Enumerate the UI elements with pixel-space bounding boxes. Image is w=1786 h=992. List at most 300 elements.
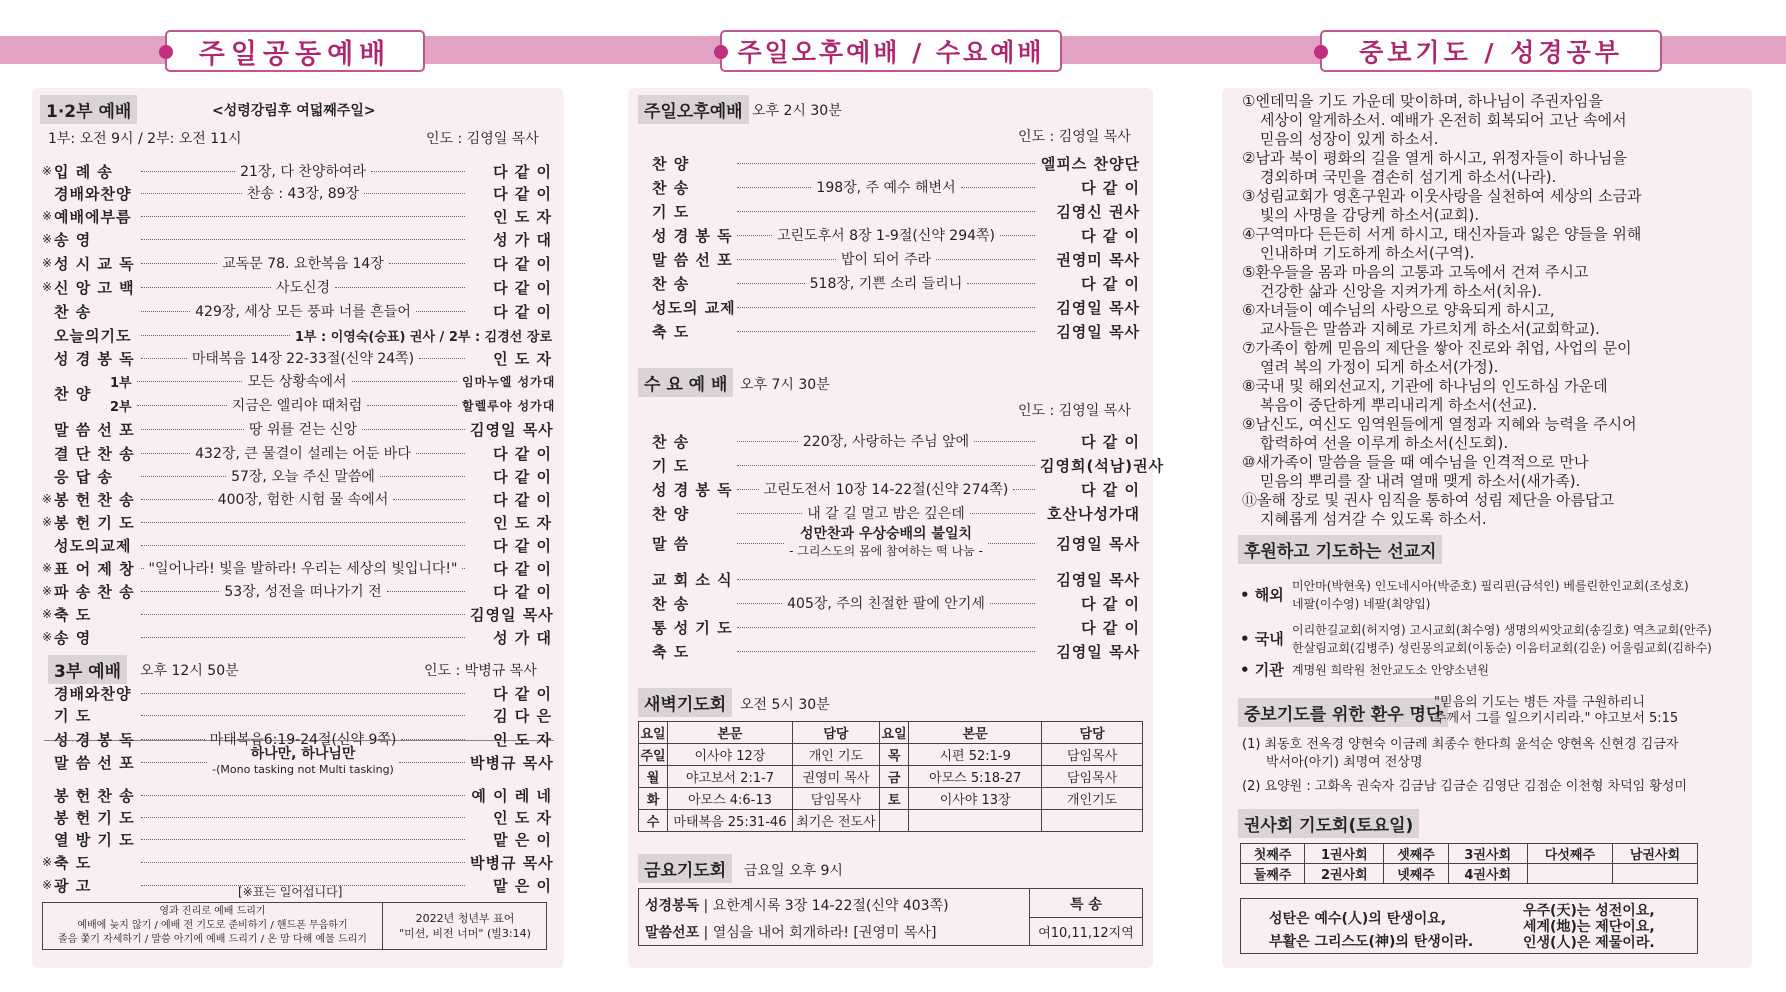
order-label: 기 도 [652,456,690,475]
prayer-item [1242,453,1652,491]
stand-mark: ※ [42,164,53,178]
order-row [42,465,552,487]
prayer-item [1242,301,1652,339]
order-label: 기 도 [652,202,690,221]
prayer-item [1242,225,1652,263]
stand-mark: ※ [42,232,53,246]
dotted-leader [387,591,465,592]
order-content: 220장, 사랑하는 주님 앞에 [802,434,970,450]
dotted-leader [362,429,465,430]
order-row [42,704,552,726]
dotted-leader [399,762,465,763]
table-cell: 화 [639,788,668,810]
mission-category: • 기관 [1240,661,1284,679]
box-line: 부활은 그리스도(神)의 탄생이라. [1269,934,1474,950]
order-label: 찬 송 [652,432,690,451]
order-person: 다 같 이 [1081,594,1140,613]
prayer-number: ② [1242,149,1256,167]
dotted-leader [371,171,465,172]
christmas-box [1240,898,1698,954]
order-content: 밥이 되어 주라 [840,252,932,268]
dotted-leader [737,627,1035,628]
mission-row [1240,577,1689,613]
prayer-text: 지혜롭게 섬겨갈 수 있도록 하소서. [1260,510,1487,528]
section-label-dawn: 새벽기도회 [638,688,732,717]
dotted-leader [988,543,1035,544]
stand-mark: ※ [42,878,53,892]
order-content: 53장, 성전을 떠나가기 전 [224,584,382,600]
section-label-mission: 후원하고 기도하는 선교지 [1238,535,1442,564]
prayer-number: ⑤ [1242,263,1256,281]
order-row [640,430,1140,452]
dotted-leader [141,568,144,569]
order-label: 경배와찬양 [54,684,132,703]
order-label: 성도의교제 [54,536,132,555]
order-person: 다 같 이 [493,684,552,703]
table-cell: 개인기도 [1042,788,1143,810]
prayer-text: 열려 복의 가정이 되게 하소서(가정). [1260,358,1499,376]
mission-row [1240,661,1489,679]
order-content: 400장, 험한 시험 물 속에서 [217,492,389,508]
order-row [42,324,552,346]
prayer-text: 남과 북이 평화의 길을 열게 하시고, 위정자들이 하나님을 [1255,149,1627,167]
table-cell: 2권사회 [1305,864,1384,884]
dawn-schedule-table [638,721,1143,832]
choir-part: 2부 [110,399,132,415]
table-cell: 목 [880,744,909,766]
order-content: 518장, 기쁜 소리 들리니 [809,276,963,292]
order-label: 경배와찬양 [54,184,132,203]
order-person: 다 같 이 [493,254,552,273]
choir-name: 임마누엘 성가대 [462,374,556,389]
prayer-item [1242,149,1652,187]
dotted-leader [141,637,465,638]
choir-row [110,394,556,416]
order-label: 찬 송 [652,274,690,293]
dotted-leader [141,429,244,430]
order-person: 인 도 자 [493,730,552,749]
order-content: 405장, 주의 친절한 팔에 안기세 [787,596,985,612]
table-cell: 3권사회 [1448,844,1527,864]
order-label: 축 도 [54,853,92,872]
table-cell: 이사야 13장 [909,788,1042,810]
table-header: 본문 [668,722,793,744]
dotted-leader [141,287,271,288]
order-person: 김영일 목사 [1056,298,1140,317]
dotted-leader [141,171,235,172]
order-label: 송 영 [54,230,92,249]
dotted-leader [141,591,219,592]
order-person: 김영일 목사 [1056,642,1140,661]
order-content: 교독문 78. 요한복음 14장 [222,256,384,272]
prayer-text: 국내 및 해외선교지, 기관에 하나님의 인도하심 가운데 [1255,377,1608,395]
order-person: 인 도 자 [493,349,552,368]
stand-mark: ※ [42,630,53,644]
prayer-item [1242,187,1652,225]
prayer-text: 합력하여 선을 이루게 하소서(신도회). [1260,434,1509,452]
order-label: 말 씀 선 포 [54,420,135,439]
dotted-leader [141,739,205,740]
mission-list-line: 한살림교회(김병주) 성린몽의교회(이동순) 이음터교회(김운) 어울림교회(김하수) [1292,641,1712,655]
table-header: 담당 [1042,722,1143,744]
order-person: 다 같 이 [493,467,552,486]
dotted-leader [737,603,782,604]
table-cell: 담임목사 [1042,744,1143,766]
sermon-subtitle: - 그리스도의 몸에 참여하는 떡 나눔 - [789,544,983,558]
bullet-dot-icon [714,45,728,59]
prayer-text: 인내하며 기도하게 하소서(구역). [1260,244,1475,262]
dotted-leader [419,358,465,359]
order-content: 432장, 큰 물결이 설레는 어둔 바다 [195,446,411,462]
order-content: 찬송 : 43장, 89장 [246,186,360,202]
order-row [42,300,552,322]
sick-list-line: (2) 요양원 : 고화옥 권숙자 김금남 김금순 김영단 김점순 이천형 차덕임 황성미 [1242,779,1687,794]
table-row [639,810,1143,832]
motto-box [42,902,547,950]
order-label: 열 방 기 도 [54,830,135,849]
dotted-leader [141,693,465,694]
friday-sermon: 열심을 내어 회개하라! [권영미 목사] [712,925,937,941]
afternoon-leader: 인도 : 김영일 목사 [1018,129,1131,145]
order-label: 말 씀 선 포 [54,753,135,772]
order-row [640,224,1140,246]
order-person: 성 가 대 [493,628,552,647]
table-cell: 다섯째주 [1527,844,1612,864]
order-row [42,418,552,440]
order-label: 찬 송 [652,594,690,613]
dotted-leader [141,311,190,312]
prayer-number: ⑪ [1242,491,1258,509]
order-row [42,276,552,298]
dotted-leader [141,762,207,763]
order-row [42,228,552,250]
dotted-leader [141,239,465,240]
order-label: 말 씀 [652,534,690,553]
order-row [42,745,552,779]
dotted-leader [936,259,1035,260]
order-row [42,580,552,602]
order-label: 통 성 기 도 [652,618,733,637]
council-table [1240,843,1698,884]
order-person: 성 가 대 [493,230,552,249]
stand-mark: ※ [42,607,53,621]
order-row [640,296,1140,318]
wed-time: 오후 7시 30분 [740,377,830,393]
prayer-text: 교사들은 말씀과 지혜로 가르치게 하소서(교회학교). [1260,320,1600,338]
table-cell: 마태복음 25:31-46 [668,810,793,832]
order-label: 찬 송 [652,178,690,197]
table-cell: 최기은 전도사 [792,810,879,832]
prayer-text: 자녀들이 예수님의 사랑으로 양육되게 하시고, [1255,301,1555,319]
dotted-leader [141,817,465,818]
order-person: 맡 은 이 [493,830,552,849]
table-cell: 아모스 4:6-13 [668,788,793,810]
prayer-item [1242,491,1652,529]
order-label: 봉 헌 찬 송 [54,786,135,805]
prayer-text: 가족이 함께 믿음의 제단을 쌓아 진로와 취업, 사업의 문이 [1255,339,1632,357]
order-row [42,784,552,806]
youth-motto: "미션, 비전 너머" (빌3:14) [399,927,531,940]
order-label: 성 경 봉 독 [652,480,733,499]
prayer-number: ⑧ [1242,377,1256,395]
order-content: 마태복음6:19-24절(신약 9쪽) [209,732,397,748]
dotted-leader [737,283,805,284]
dotted-leader [737,441,798,442]
leader: 인도 : 김영일 목사 [426,131,539,147]
motto-line: 졸음 쫓기 자세하기 / 말씀 아기에 예배 드리기 / 온 맘 다해 예물 드리기 [58,934,367,945]
choir-row [110,370,556,392]
order-special: 1부 : 이영숙(승표) 권사 / 2부 : 김경선 장로 [294,329,552,345]
order-person: 다 같 이 [1081,178,1141,197]
box-line: 세계(地)는 제단이요, [1523,919,1655,935]
order-person: 엘피스 찬양단 [1040,154,1140,173]
table-cell: 담임목사 [1042,766,1143,788]
table-cell: 1권사회 [1305,844,1384,864]
prayer-number: ③ [1242,187,1256,205]
dotted-leader [141,545,465,546]
order-row [42,252,552,274]
order-row [640,454,1165,476]
table-header-row [639,722,1143,744]
order-label: 찬 양 [652,154,690,173]
order-person: 다 같 이 [1081,480,1141,499]
dotted-leader [462,568,465,569]
dotted-leader [137,405,227,406]
choir-song: 모든 상황속에서 [247,374,347,390]
friday-sermon-label: 말씀선포 [645,925,700,941]
order-content: 198장, 주 예수 해변서 [816,180,956,196]
stand-mark: ※ [42,561,53,575]
mission-list-line: 미안마(박현욱) 인도네시아(박준호) 필리핀(금석인) 베를린한인교회(조성호) [1292,579,1689,593]
dotted-leader [961,187,1035,188]
motto-title: 영과 진리로 예배 드리기 [159,906,266,917]
prayer-text: 엔데믹을 기도 가운데 맞이하며, 하나님이 주권자임을 [1255,92,1603,110]
section-label-friday: 금요기도회 [638,854,732,883]
prayer-number: ⑥ [1242,301,1256,319]
dotted-leader [737,211,1035,212]
choir-name: 할렐루야 성가대 [462,398,556,413]
stand-mark: ※ [42,855,53,869]
table-cell: 시편 52:1-9 [909,744,1042,766]
prayer-item [1242,263,1652,301]
order-person: 다 같 이 [493,162,552,181]
order-row [640,272,1140,294]
dotted-leader [737,579,1035,580]
prayer-number: ⑩ [1242,453,1256,471]
prayer-text: 건강한 삶과 신앙을 지켜가게 하소서(치유). [1260,282,1542,300]
prayer-text: 올해 장로 및 권사 임직을 통하여 성림 제단을 아름답고 [1257,491,1614,509]
stand-mark: ※ [42,256,53,270]
prayer-text: 새가족이 말씀을 들을 때 예수님을 인격적으로 만나 [1255,453,1589,471]
prayer-number: ⑦ [1242,339,1256,357]
quote-line: "믿음의 기도는 병든 자를 구원하리니 [1434,695,1645,710]
order-row [640,248,1140,270]
dotted-leader [141,335,290,336]
dotted-leader [737,163,1035,164]
dawn-time: 오전 5시 30분 [740,697,830,713]
order-label: 찬 양 [652,504,690,523]
order-label: 예배에부름 [54,207,132,226]
special-song-label: 특 송 [1070,897,1102,913]
box-line: 인생(人)은 제물이라. [1523,935,1655,951]
table-cell [1612,864,1697,884]
order-label: 신 앙 고 백 [54,278,135,297]
order-content: 마태복음 14장 22-33절(신약 24쪽) [191,351,415,367]
scripture-quote [1434,695,1678,727]
sick-list-line: (1) 최동호 전옥경 양현숙 이금례 최종수 한다희 윤석순 양현옥 신현경 김금자 [1242,737,1679,752]
order-person: 김영희(석남)권사 [1040,456,1165,475]
order-person: 예 이 레 네 [471,786,552,805]
order-row [42,603,552,625]
afternoon-time: 오후 2시 30분 [752,103,842,119]
standing-note: [※표는 일어섭니다] [238,885,343,899]
order-label: 표 어 제 창 [54,559,135,578]
sick-list [1242,736,1687,796]
box-line: 성탄은 예수(人)의 탄생이요, [1269,911,1447,927]
dotted-leader [393,499,465,500]
order-row [640,525,1140,561]
prayer-number: ① [1242,92,1256,110]
prayer-item [1242,92,1652,149]
table-cell: 아모스 5:18-27 [909,766,1042,788]
prayer-text: 빛의 사명을 감당케 하소서(교회). [1260,206,1480,224]
mission-row [1240,621,1712,657]
dotted-leader [141,263,217,264]
order-person: 다 같 이 [1081,432,1140,451]
prayer-number: ⑨ [1242,415,1256,433]
order-label: 오늘의기도 [54,326,132,345]
mission-list-line: 이리한길교회(허지영) 고시교회(최수영) 생명의씨앗교회(송길호) 역츠교회(안주) [1292,623,1712,637]
service-times: 1부: 오전 9시 / 2부: 오전 11시 [48,131,242,147]
order-person: 다 같 이 [493,444,552,463]
dotted-leader [141,839,465,840]
section-label-3: 3부 예배 [48,655,127,684]
section-label-wed: 수 요 예 배 [638,368,733,397]
header-title-prayer: 중보기도 / 성경공부 [1320,30,1662,72]
order-row [42,682,552,704]
dotted-leader [335,287,465,288]
table-row [639,766,1143,788]
order-row [640,320,1140,342]
sermon-title: 하나만, 하나님만 [250,746,356,762]
order-person: 김영일 목사 [1056,570,1140,589]
order-row [640,568,1140,590]
friday-box: 성경봉독 | 요한계시록 3장 14-22절(신약 403쪽) 말씀선포 | 열심을 내어 회개하라! [권영미 목사] 특 송 여10,11,12지역 [638,888,1143,946]
order-content: 땅 위를 걷는 신앙 [248,422,358,438]
order-person: 김영신 권사 [1056,202,1140,221]
order-person: 호산나성가대 [1047,504,1140,523]
stand-mark: ※ [42,209,53,223]
order-label: 축 도 [652,642,690,661]
table-cell: 담임목사 [792,788,879,810]
bullet-dot-icon [1314,45,1328,59]
mission-list-line: 계명원 희락원 천안교도소 안양소년원 [1292,663,1489,677]
order-person: 다 같 이 [493,490,553,509]
order-label: 봉 헌 찬 송 [54,490,135,509]
dotted-leader [352,381,457,382]
order-label: 성 경 봉 독 [54,349,135,368]
special-song-group: 여10,11,12지역 [1038,926,1134,941]
dotted-leader [141,715,465,716]
dotted-leader [737,489,759,490]
section-label-sick: 중보기도를 위한 환우 명단 [1238,698,1448,727]
dotted-leader [970,513,1035,514]
order-label: 찬 송 [54,302,92,321]
order-row [42,806,552,828]
dotted-leader [737,465,1035,466]
order-row [42,557,552,579]
order-row [42,534,552,556]
dotted-leader [141,216,465,217]
dotted-leader [141,358,187,359]
order-label: 입 례 송 [54,162,113,181]
sermon-block [789,526,983,560]
prayer-text: 믿음의 성장이 있게 하소서. [1260,130,1439,148]
table-cell: 첫째주 [1241,844,1305,864]
table-header: 요일 [880,722,909,744]
header-title-afternoon: 주일오후예배 / 수요예배 [720,30,1062,72]
dotted-leader [141,614,465,615]
dotted-leader [141,795,465,796]
order-row [42,851,552,873]
table-cell [880,810,909,832]
table-cell: 토 [880,788,909,810]
sermon-subtitle: -(Mono tasking not Multi tasking) [212,763,394,776]
mission-category: • 해외 [1240,586,1284,604]
choir-song: 지금은 엘리야 때처럼 [231,398,363,414]
prayer-text: 성림교회가 영혼구원과 이웃사랑을 실천하여 세상의 소금과 [1255,187,1642,205]
order-label: 봉 헌 기 도 [54,808,135,827]
order-row [640,478,1140,500]
order-person: 다 같 이 [1081,226,1141,245]
order-row [42,347,552,369]
table-row [1241,864,1698,884]
prayer-text: 구역마다 든든히 서게 하시고, 태신자들과 잃은 양들을 위해 [1255,225,1642,243]
table-row [639,788,1143,810]
friday-time: 금요일 오후 9시 [744,863,843,879]
dotted-leader [141,476,226,477]
subtitle: <성령강림후 여덟째주일> [212,103,376,119]
prayer-item [1242,377,1652,415]
order-label: 광 고 [54,876,92,895]
table-cell: 둘째주 [1241,864,1305,884]
order-person: 다 같 이 [493,582,552,601]
order-row [42,205,552,227]
dotted-leader [737,307,1035,308]
order-content: 고린도전서 10장 14-22절(신약 274쪽) [763,482,1009,498]
s3-time: 오후 12시 50분 [140,663,239,679]
dotted-leader [737,513,802,514]
order-person: 다 같 이 [493,536,552,555]
order-content: 사도신경 [275,280,331,296]
prayer-text: 남신도, 여신도 임역원들에게 열정과 지혜와 능력을 주시어 [1255,415,1637,433]
table-header: 요일 [639,722,668,744]
order-person: 다 같 이 [493,559,553,578]
order-person: 김 다 은 [493,706,552,725]
friday-reading: 요한계시록 3장 14-22절(신약 403쪽) [712,898,949,914]
order-person: 박병규 목사 [470,753,554,772]
table-cell: 수 [639,810,668,832]
order-row [42,182,552,204]
order-label: 기 도 [54,706,92,725]
order-row [42,511,552,533]
dotted-leader [367,405,457,406]
sermon-title: 성만찬과 우상숭배의 불일치 [799,526,973,542]
order-person: 다 같 이 [1081,274,1140,293]
order-label: 결 단 찬 송 [54,444,135,463]
dotted-leader [737,235,772,236]
order-person: 다 같 이 [493,184,552,203]
